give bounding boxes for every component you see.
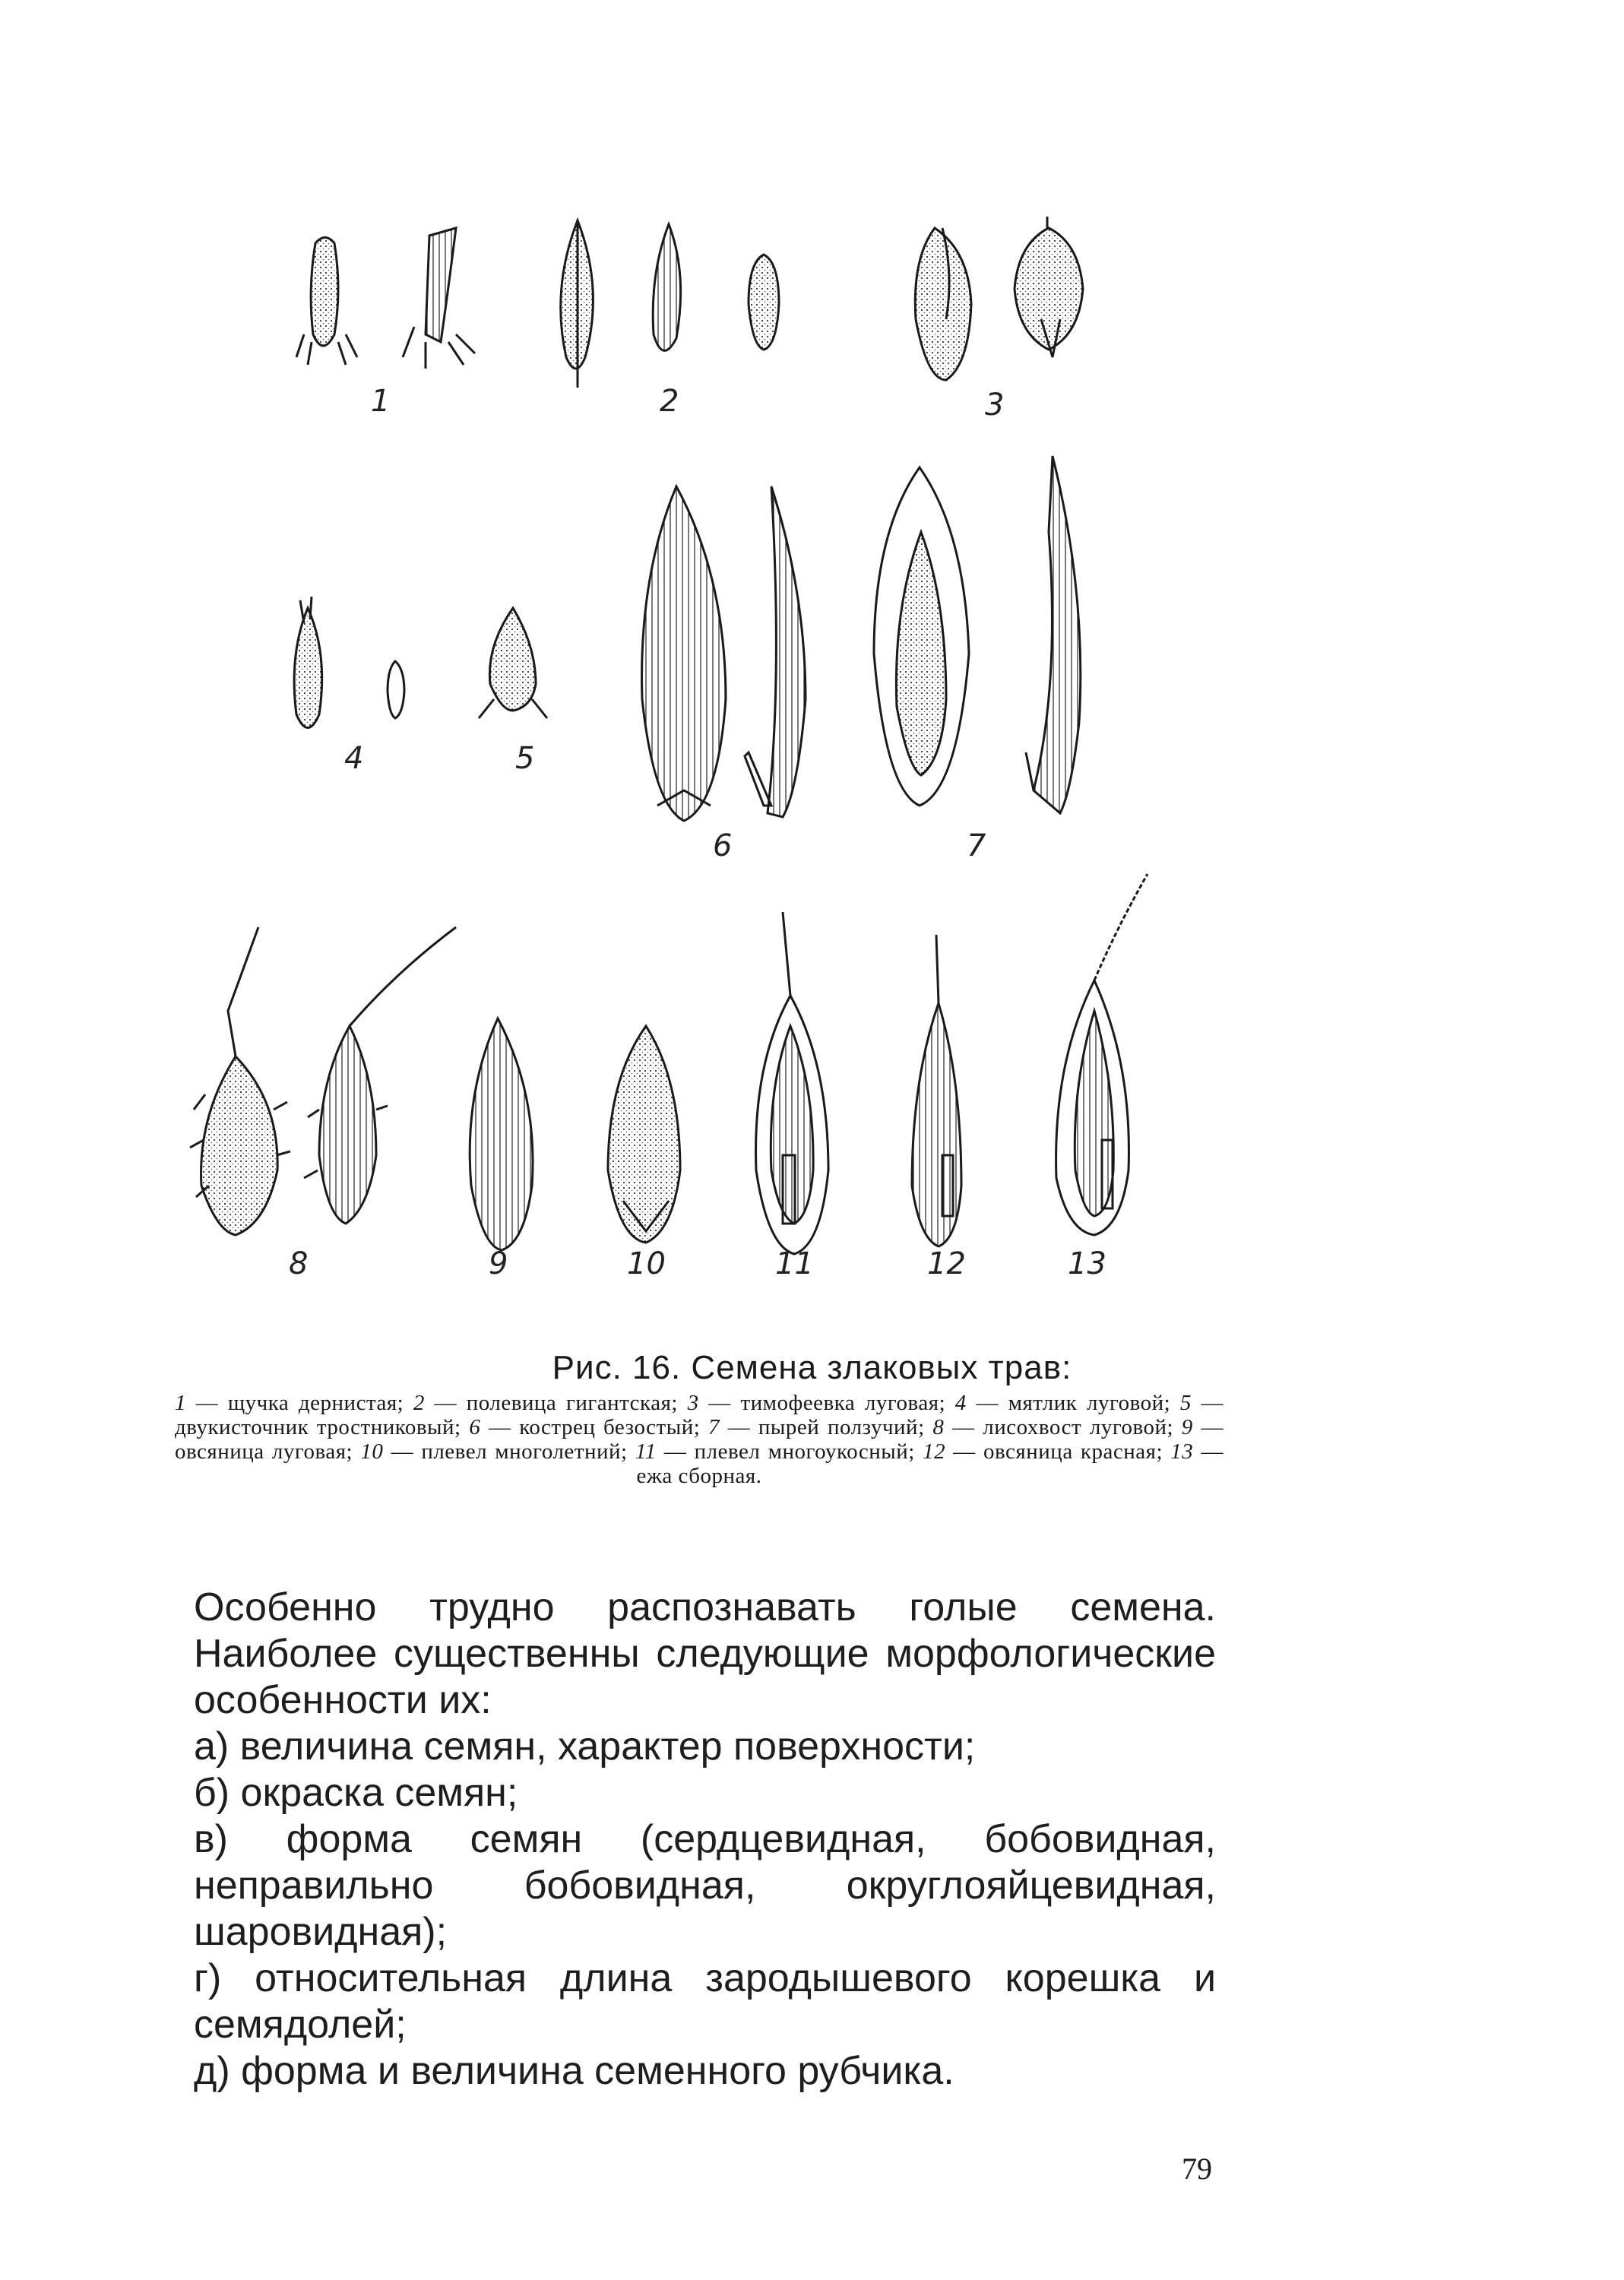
list-item-b: б) окраска семян; — [194, 1771, 518, 1815]
caption-item-7: 7 — пырей ползучий; — [708, 1415, 933, 1439]
figure-label-3: 3 — [985, 388, 1005, 423]
seed-8a — [190, 927, 290, 1235]
figure-label-10: 10 — [627, 1246, 666, 1281]
caption-item-5: 5 — двукисточник тростниковый; — [175, 1391, 1224, 1439]
figure-label-9: 9 — [489, 1246, 508, 1281]
caption-item-3: 3 — тимофеевка луговая; — [687, 1391, 955, 1415]
caption-item-2: 2 — полевица гигантская; — [413, 1391, 688, 1415]
caption-item-8: 8 — лисохвост луговой; — [932, 1415, 1182, 1439]
seed-3b — [1015, 217, 1083, 357]
figure-label-1: 1 — [371, 384, 391, 419]
figure-label-5: 5 — [515, 741, 535, 776]
seed-8b — [304, 927, 456, 1224]
seed-12 — [912, 935, 961, 1246]
figure-label-6: 6 — [713, 828, 733, 863]
caption-item-12: 12 — овсяница красная; — [923, 1439, 1171, 1464]
figure-caption-body — [175, 1391, 1224, 1488]
figure-caption-title: Рис. 16. Семена злаковых трав: — [552, 1349, 1072, 1386]
page-number: 79 — [1182, 2152, 1212, 2186]
seed-4b — [388, 661, 404, 718]
seed-7b — [1026, 456, 1081, 813]
caption-item-1: 1 — щучка дернистая; — [175, 1391, 413, 1415]
caption-item-10: 10 — плевел многолетний; — [360, 1439, 635, 1464]
seed-10 — [608, 1026, 680, 1243]
seed-2b — [653, 224, 680, 350]
seed-4a — [294, 597, 322, 728]
caption-item-13: 13 — ежа сборная. — [636, 1439, 1224, 1488]
seed-13 — [1056, 874, 1148, 1235]
seed-7a — [874, 467, 969, 806]
seed-9 — [470, 1018, 533, 1250]
list-item-e: д) форма и величина семенного рубчика. — [194, 2049, 954, 2093]
caption-item-11: 11 — плевел многоукосный; — [635, 1439, 923, 1464]
seed-6a — [642, 486, 726, 821]
seed-3a — [915, 228, 971, 380]
seed-11 — [756, 912, 828, 1254]
main-text — [194, 1585, 1216, 2095]
list-item-c: в) форма семян (сердцевидная, бобовидная, неправильно бобовидная, округлояйцевидная, шаровидная); — [194, 1817, 1216, 1954]
seed-5 — [479, 608, 547, 718]
figure-label-12: 12 — [927, 1246, 966, 1281]
list-item-a: а) величина семян, характер поверхности; — [194, 1724, 976, 1769]
seed-2c — [749, 255, 779, 350]
figure-label-13: 13 — [1068, 1246, 1106, 1281]
figure-label-8: 8 — [289, 1246, 309, 1281]
caption-item-9: 9 — овсяница луговая; — [175, 1415, 1224, 1464]
seed-1b — [403, 228, 475, 369]
figure-label-7: 7 — [967, 828, 986, 863]
caption-item-4: 4 — мятлик луговой; — [954, 1391, 1180, 1415]
seed-1a — [296, 238, 357, 366]
caption-item-6: 6 — кострец безостый; — [469, 1415, 708, 1439]
seed-6b — [745, 486, 806, 817]
figure-label-2: 2 — [660, 384, 679, 419]
list-item-d: г) относительная длина зародышевого корешка и семядолей; — [194, 1956, 1216, 2047]
figure-label-4: 4 — [344, 741, 364, 776]
seed-2a — [561, 220, 594, 388]
figure-label-11: 11 — [775, 1246, 814, 1281]
intro-paragraph: Особенно трудно распознавать голые семена. Наиболее существенны следующие морфологические особенности их: — [194, 1585, 1216, 1722]
